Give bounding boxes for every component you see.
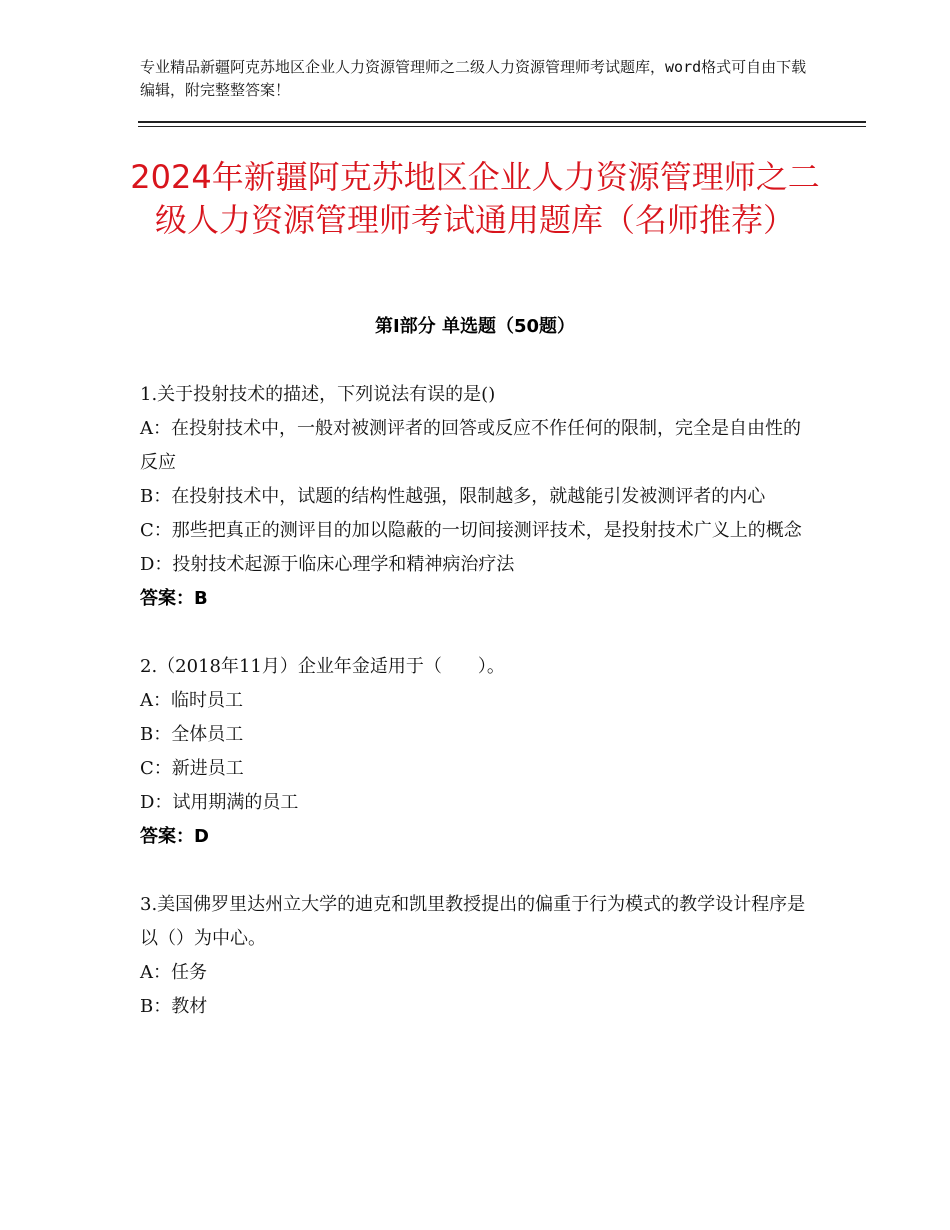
option-d: D：投射技术起源于临床心理学和精神病治疗法 (140, 554, 515, 575)
question-3 (140, 888, 810, 1024)
section-title: 第Ⅰ部分 单选题（50题） (374, 316, 575, 337)
question-list (140, 378, 810, 1058)
option-b: B：教材 (140, 996, 208, 1017)
option-b: B：全体员工 (140, 724, 244, 745)
option-c: C：新进员工 (140, 758, 244, 779)
header-note: 专业精品新疆阿克苏地区企业人力资源管理师之二级人力资源管理师考试题库，word格式可自由下载编辑，附完整整答案！ (140, 58, 807, 99)
question-stem: 1.关于投射技术的描述，下列说法有误的是() (140, 384, 496, 405)
answer: 答案：D (140, 826, 209, 847)
question-1 (140, 378, 810, 616)
answer: 答案：B (140, 588, 208, 609)
question-stem: 3.美国佛罗里达州立大学的迪克和凯里教授提出的偏重于行为模式的教学设计程序是以（）为中心。 (140, 894, 806, 949)
header-rule-thin (138, 126, 866, 127)
option-b: B：在投射技术中，试题的结构性越强，限制越多，就越能引发被测评者的内心 (140, 486, 766, 507)
option-c: C：那些把真正的测评目的加以隐蔽的一切间接测评技术，是投射技术广义上的概念 (140, 520, 802, 541)
header-rule-thick (138, 121, 866, 123)
option-a: A：任务 (140, 962, 207, 983)
question-2 (140, 650, 810, 854)
option-a: A：在投射技术中，一般对被测评者的回答或反应不作任何的限制，完全是自由性的反应 (140, 418, 801, 473)
option-a: A：临时员工 (140, 690, 243, 711)
question-stem: 2.（2018年11月）企业年金适用于（ ）。 (140, 656, 505, 677)
option-d: D：试用期满的员工 (140, 792, 299, 813)
document-title: 2024年新疆阿克苏地区企业人力资源管理师之二级人力资源管理师考试通用题库（名师推荐） (130, 158, 820, 239)
